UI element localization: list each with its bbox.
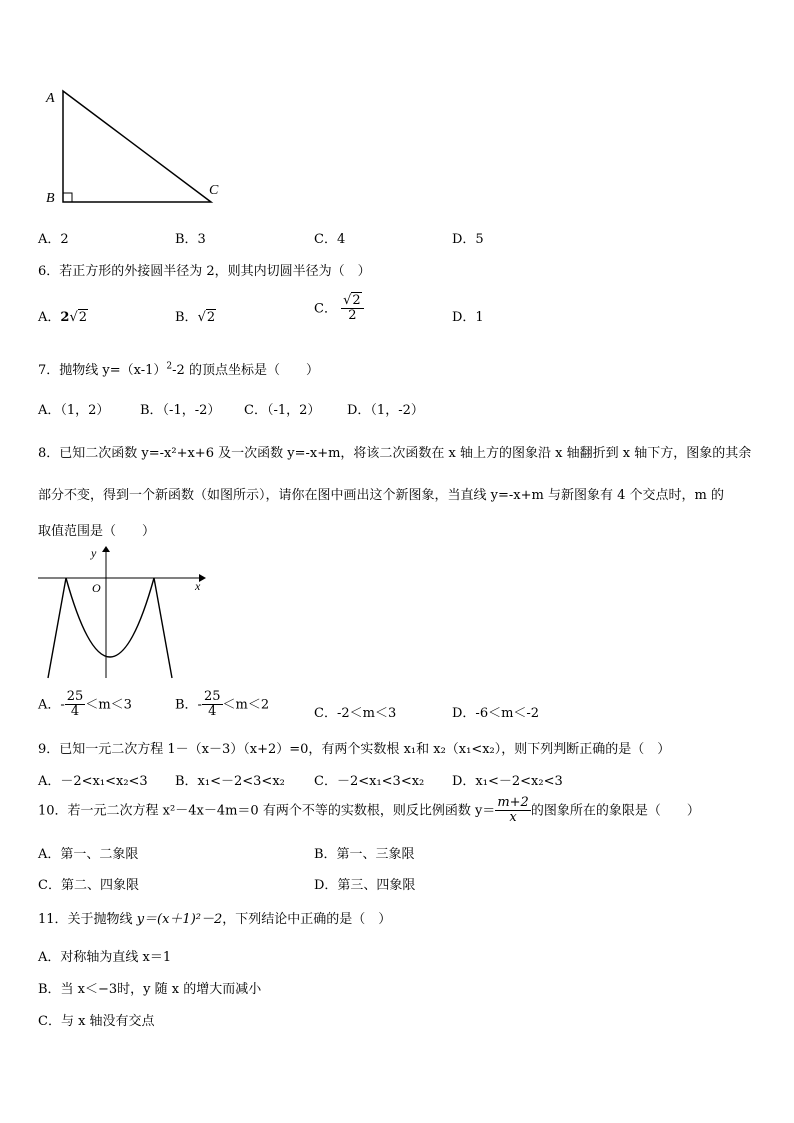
q5-option-b: B．3 bbox=[175, 232, 206, 247]
q10-option-a: A．第一、二象限 bbox=[38, 847, 139, 862]
q8-graph bbox=[36, 546, 211, 680]
q10-option-d: D．第三、四象限 bbox=[314, 878, 416, 893]
folded-parabola-curve bbox=[48, 578, 172, 678]
q7-option-b: B．（-1，-2） bbox=[140, 403, 221, 418]
q6-option-b: B．√2 bbox=[175, 310, 216, 325]
q5-option-d: D．5 bbox=[452, 232, 484, 247]
x-axis-label: x bbox=[195, 579, 201, 593]
q9-stem: 9．已知一元二次方程 1－（x－3）（x+2）=0，有两个实数根 x₁和 x₂（x₁<x₂），则下列判断正确的是（ ） bbox=[38, 742, 671, 757]
q11-option-b: B．当 x＜−3时，y 随 x 的增大而减小 bbox=[38, 982, 262, 997]
q8-option-b: B．- $\frac{25}{4}$ ＜m＜2 bbox=[175, 689, 270, 720]
q11-formula: y＝(x＋1)²－2 bbox=[136, 912, 223, 927]
q7-stem: 7．抛物线 $y=(x-1)^2-2$ 的顶点坐标是（ ） bbox=[38, 361, 319, 378]
q8-stem-line1: 8．已知二次函数 y=-x²+x+6 及一次函数 y=-x+m，将该二次函数在 x 轴上方的图象沿 x 轴翻折到 x 轴下方，图象的其余 bbox=[38, 446, 752, 461]
q9-option-b: B．x₁<－2<3<x₂ bbox=[175, 774, 285, 789]
label-c: C bbox=[209, 183, 219, 198]
q9-option-a: A．－2<x₁<x₂<3 bbox=[38, 774, 148, 789]
q7-option-d: D．（1，-2） bbox=[347, 403, 424, 418]
q8-option-a: A．- $\frac{25}{4}$ ＜m＜3 bbox=[38, 689, 132, 720]
q11-stem: 11．关于抛物线 y＝(x＋1)²－2，下列结论中正确的是（ ） bbox=[38, 912, 392, 927]
y-axis-arrow bbox=[102, 546, 110, 552]
q9-option-c: C．－2<x₁<3<x₂ bbox=[314, 774, 425, 789]
q7-option-a: A．（1，2） bbox=[38, 403, 110, 418]
q8-option-c: C．-2＜m＜3 bbox=[314, 706, 397, 721]
q10-option-c: C．第二、四象限 bbox=[38, 878, 139, 893]
q8-option-d: D．-6＜m＜-2 bbox=[452, 706, 540, 721]
q11-option-a: A．对称轴为直线 x＝1 bbox=[38, 950, 172, 965]
q9-option-d: D．x₁<－2<x₂<3 bbox=[452, 774, 563, 789]
origin-label: O bbox=[92, 581, 101, 595]
q11-option-c: C．与 x 轴没有交点 bbox=[38, 1014, 155, 1029]
triangle-abc bbox=[63, 91, 211, 202]
q6-option-a: A．2√2 bbox=[38, 310, 88, 325]
q10-option-b: B．第一、三象限 bbox=[314, 847, 415, 862]
q7-option-c: C．（-1，2） bbox=[244, 403, 321, 418]
triangle-figure bbox=[40, 82, 230, 212]
q5-option-c: C．4 bbox=[314, 232, 346, 247]
q6-option-c: C． $\frac{√2}{2}$ bbox=[314, 294, 364, 324]
y-axis-label: y bbox=[91, 546, 97, 560]
label-b: B bbox=[46, 191, 55, 206]
q8-stem-line3: 取值范围是（ ） bbox=[38, 524, 156, 539]
q5-option-a: A．2 bbox=[38, 232, 69, 247]
right-angle-marker bbox=[63, 193, 72, 202]
q10-stem: 10．若一元二次方程 x²－4x－4m＝0 有两个不等的实数根，则反比例函数 y＝ $\frac{m+2}{x}$ 的图象所在的象限是（ ） bbox=[38, 795, 700, 826]
q6-option-d: D．1 bbox=[452, 310, 484, 325]
q6-stem: 6．若正方形的外接圆半径为 2，则其内切圆半径为（ ） bbox=[38, 264, 371, 279]
label-a: A bbox=[46, 91, 55, 106]
q8-stem-line2: 部分不变，得到一个新函数（如图所示），请你在图中画出这个新图象，当直线 y=-x+m 与新图象有 4 个交点时，m 的 bbox=[38, 488, 724, 503]
